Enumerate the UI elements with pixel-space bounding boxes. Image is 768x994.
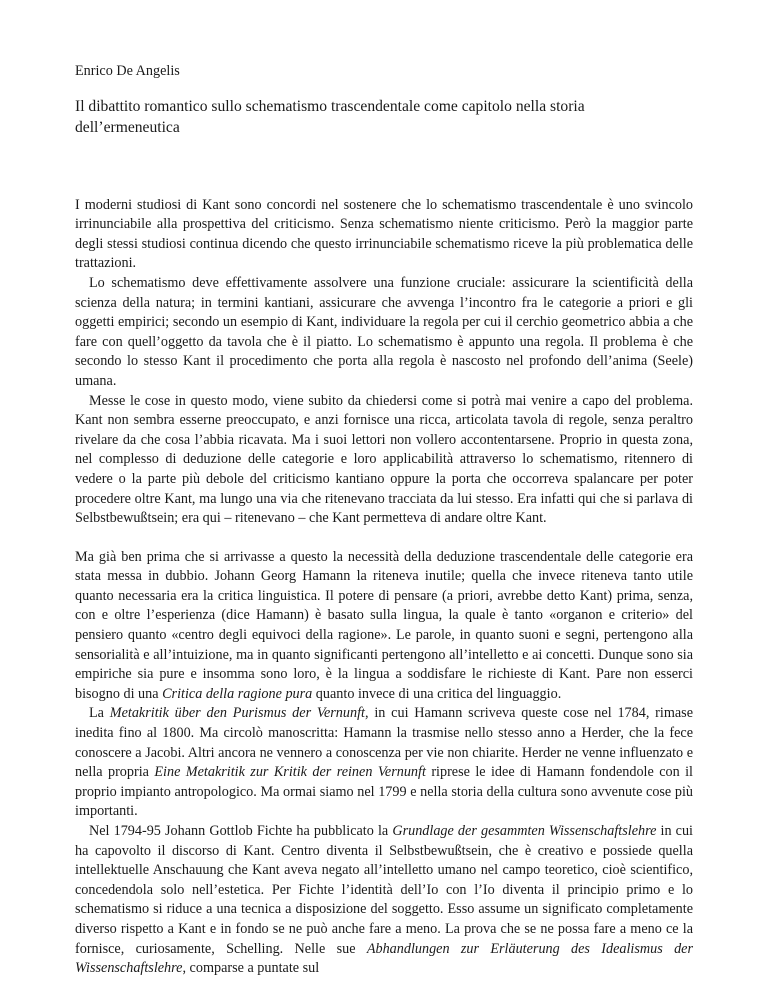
italic-title: Grundlage der gesammten Wissenschaftslehre — [392, 823, 657, 839]
text-run: , in cui Hamann scriveva queste cose nel 1784, rimase inedita fino al 1800. Ma circolò manoscritta: Hamann la trasmise nello stesso anno a Herder, che la fece conoscere a Jacobi. Altri ancora ne vennero a conoscenza per vie non chiarite. Herder ne venne influenzato e nella propria — [75, 705, 693, 781]
italic-title: Critica della ragione pura — [162, 685, 313, 702]
text-run: riprese le idee di Hamann fondendole con il proprio impianto antropologico. Ma ormai siamo nel 1799 e nella storia della cultura sono avvenute cose più importanti. — [75, 764, 693, 820]
author-name: Enrico De Angelis — [75, 63, 180, 79]
text-run: Nel 1794-95 Johann Gottlob Fichte ha pubblicato la — [89, 823, 393, 839]
text-run: in cui ha capovolto il discorso di Kant. Centro diventa il Selbstbewußtsein, che è creativo e possiede quella intellektuelle Anschauung che Kant aveva negato all’intelletto umano nel campo teoretico, cioè scientifico, concedendola solo nell’estetica. Per Fichte l’identità dell’Io con l’Io diventa il principio primo e lo schematismo si riduce a una tecnica a disposizione del soggetto. Esso assume un significato completamente diverso rispetto a Kant e in fondo se ne può anche fare a meno. La prova che se ne possa fare a meno ce la fornisce, curiosamente, Schelling. Nelle sue — [75, 823, 693, 957]
text-run: Ma già ben prima che si arrivasse a questo la necessità della deduzione trascendentale delle categorie era stata messa in dubbio. Johann Georg Hamann la riteneva inutile; quella che invece riteneva tanto utile quanto necessaria era la critica linguistica. Il potere di pensare (a priori, avrebbe detto Kant) prima, senza, con e oltre l’esperienza (dice Hamann) è basato sulla lingua, la quale è tanto «organon e criterio» del pensiero quanto «centro degli equivoci della ragione». Le parole, in quanto suoni e segni, pertengono alla sensorialità e all’intuizione, ma in quanto significanti pertengono all’intelletto e ai concetti. Dunque sono sia empiriche sia pure e insomma sono loro, è la lingua a soddisfare le richieste di Kant. Pare non esserci bisogno di una — [75, 548, 693, 702]
section-intro — [75, 196, 693, 529]
section-break — [75, 529, 693, 548]
italic-title: Abhandlungen zur Erläuterung des Idealismus der Wissenschaftslehre — [75, 940, 693, 977]
paragraph — [75, 822, 693, 979]
paragraph: Messe le cose in questo modo, viene subito da chiedersi come si potrà mai venire a capo del problema. Kant non sembra esserne preoccupato, e anzi fornisce una ricca, articolata tavola di regole, senza peraltro rivelare da che cosa l’abbia ricavata. Ma i suoi lettori non vollero accontentarsene. Proprio in questa zona, nel complesso di deduzione delle categorie e loro applicabilità attraverso lo schematismo, ritennero di vedere o la parte più debole del criticismo kantiano oppure la porta che occorreva spalancare per poter procedere oltre Kant, ma lungo una via che ritenevano tracciata da lui stesso. Era infatti qui che si parlava di Selbstbewußtsein; era qui – ritenevano – che Kant permetteva di andare oltre Kant. — [75, 392, 693, 527]
text-run: quanto invece di una critica del linguaggio. — [312, 685, 562, 702]
paragraph: I moderni studiosi di Kant sono concordi nel sostenere che lo schematismo trascendentale è uno svincolo irrinunciabile alla prospettiva del criticismo. Senza schematismo niente criticismo. Però la maggior parte degli stessi studiosi continua dicendo che questo irrinunciabile schematismo riceve la più problematica delle trattazioni. — [75, 196, 693, 272]
spacer — [75, 138, 693, 196]
paragraph — [75, 548, 693, 705]
paragraph — [75, 704, 693, 822]
section-hamann — [75, 548, 693, 979]
italic-title: Metakritik über den Purismus der Vernunft — [109, 705, 365, 722]
text-run: La — [89, 705, 110, 722]
paragraph: Lo schematismo deve effettivamente assolvere una funzione cruciale: assicurare la scientificità della scienza della natura; in termini kantiani, assicurare che avvenga l’incontro fra le categorie a priori e gli oggetti empirici; secondo un esempio di Kant, individuare la regola per cui il cerchio geometrico abbia a che fare con quell’oggetto da tavola che è il piatto. Lo schematismo è appunto una regola. Il problema è che secondo lo stesso Kant il procedimento che porta alla regola è nascosto nel profondo dell’anima (Seele) umana. — [75, 274, 693, 389]
italic-title: Eine Metakritik zur Kritik der reinen Vernunft — [154, 764, 426, 781]
article-title: Il dibattito romantico sullo schematismo trascendentale come capitolo nella storia dell’ermeneutica — [75, 97, 585, 136]
text-run: , comparse a puntate sul — [182, 960, 320, 977]
